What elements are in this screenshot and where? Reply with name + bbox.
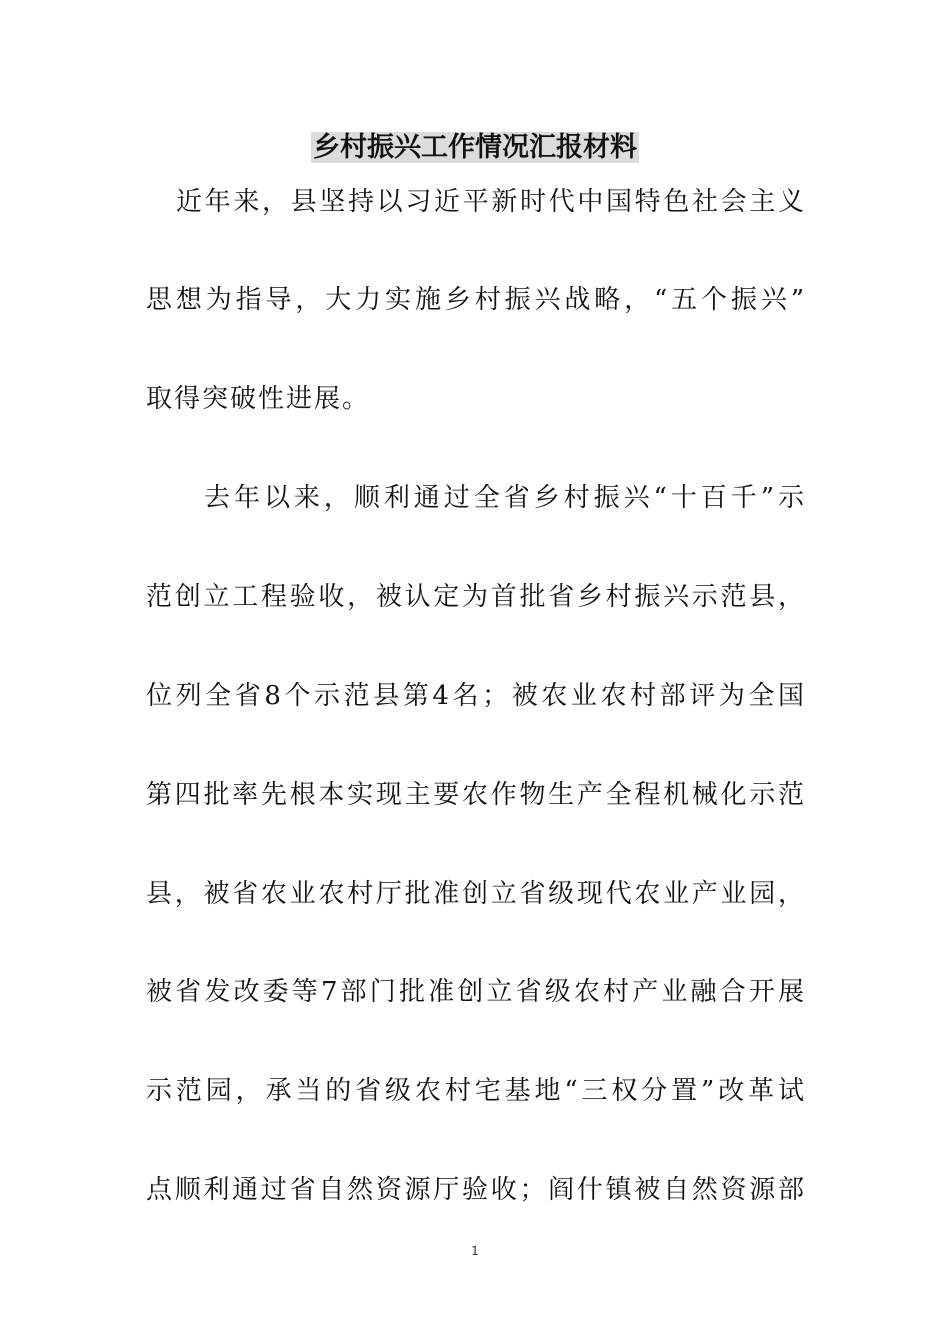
page-number: 1 [471, 1244, 479, 1258]
paragraph-line: 点顺利通过省自然资源厅验收；阎什镇被自然资源部 [146, 1175, 806, 1205]
paragraph-line: 近年来，县坚持以习近平新时代中国特色社会主义 [176, 187, 806, 217]
paragraph-line: 示范园，承当的省级农村宅基地“三权分置”改革试 [146, 1076, 806, 1106]
paragraph-line: 取得突破性进展。 [146, 384, 371, 414]
document-title [0, 128, 950, 168]
paragraph-line: 思想为指导，大力实施乡村振兴战略，“五个振兴” [146, 285, 806, 315]
paragraph-line: 县，被省农业农村厅批准创立省级现代农业产业园， [146, 879, 806, 909]
paragraph-line: 位列全省8个示范县第4名；被农业农村部评为全国 [146, 681, 806, 711]
paragraph-line: 被省发改委等7部门批准创立省级农村产业融合开展 [146, 977, 806, 1007]
document-title-text: 乡村振兴工作情况汇报材料 [313, 132, 637, 163]
paragraph-line: 去年以来，顺利通过全省乡村振兴“十百千”示 [204, 483, 806, 513]
paragraph-line: 第四批率先根本实现主要农作物生产全程机械化示范 [146, 780, 806, 810]
paragraph-line: 范创立工程验收，被认定为首批省乡村振兴示范县， [146, 582, 806, 612]
